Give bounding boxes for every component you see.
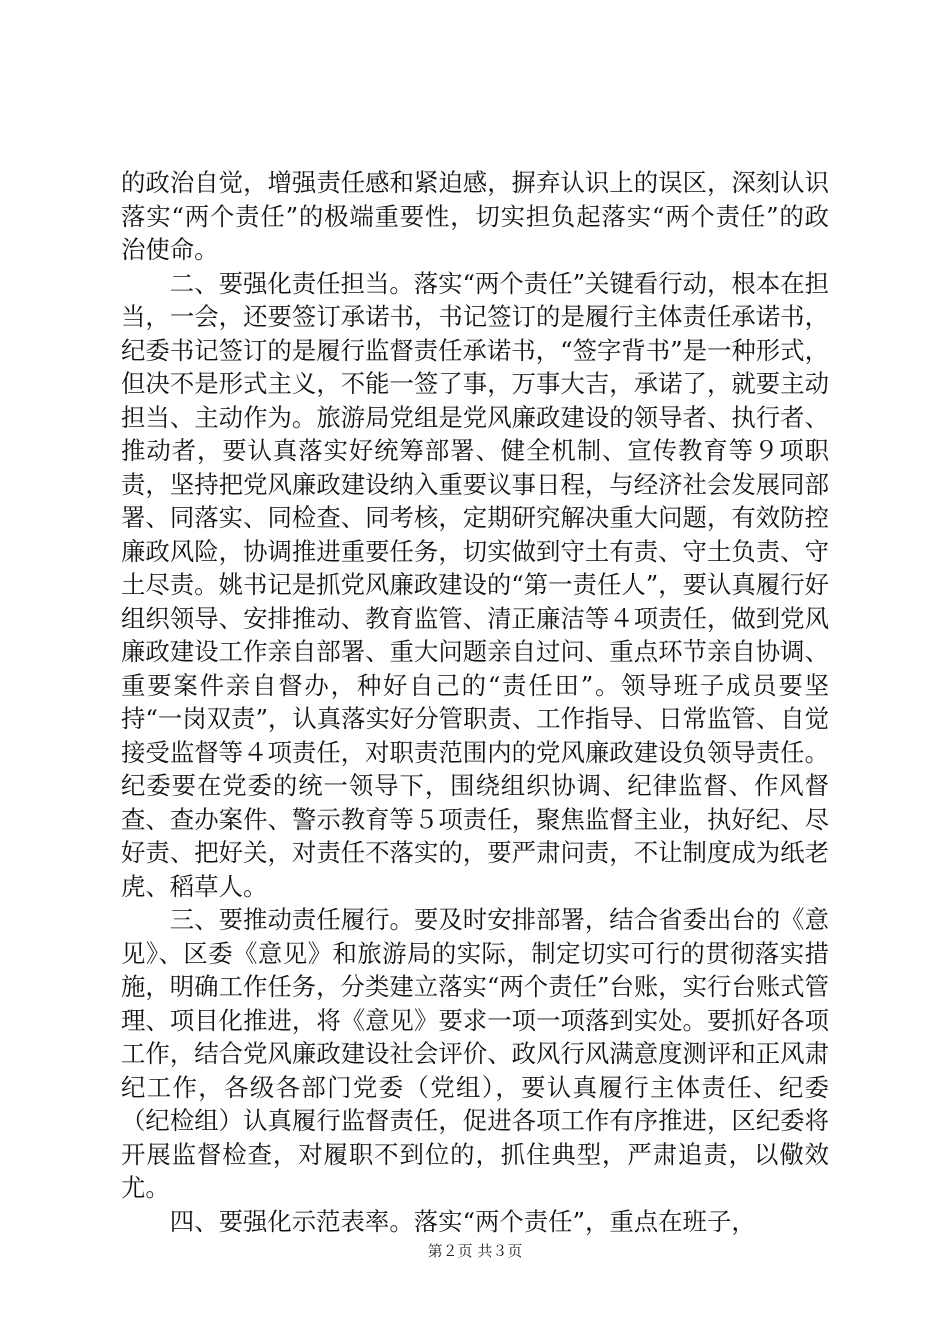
body-text (121, 166, 829, 1238)
paragraph-section-two: 二、要强化责任担当。落实“两个责任”关键看行动，根本在担当，一会，还要签订承诺书，书记签订的是履行主体责任承诺书，纪委书记签订的是履行监督责任承诺书，“签字背书”是一种形式，但决不是形式主义，不能一签了事，万事大吉，承诺了，就要主动担当、主动作为。旅游局党组是党风廉政建设的领导者、执行者、推动者，要认真落实好统筹部署、健全机制、宣传教育等９项职责，坚持把党风廉政建设纳入重要议事日程，与经济社会发展同部署、同落实、同检查、同考核，定期研究解决重大问题，有效防控廉政风险，协调推进重要任务，切实做到守土有责、守土负责、守土尽责。姚书记是抓党风廉政建设的“第一责任人”，要认真履行好组织领导、安排推动、教育监管、清正廉洁等４项责任，做到党风廉政建设工作亲自部署、重大问题亲自过问、重点环节亲自协调、重要案件亲自督办，种好自己的“责任田”。领导班子成员要坚持“一岗双责”，认真落实好分管职责、工作指导、日常监管、自觉接受监督等４项责任，对职责范围内的党风廉政建设负领导责任。纪委要在党委的统一领导下，围绕组织协调、纪律监督、作风督查、查办案件、警示教育等５项责任，聚焦监督主业，执好纪、尽好责、把好关，对责任不落实的，要严肃问责，不让制度成为纸老虎、稻草人。 (121, 268, 829, 901)
paragraph-section-three: 三、要推动责任履行。要及时安排部署，结合省委出台的《意见》、区委《意见》和旅游局的实际，制定切实可行的贯彻落实措施，明确工作任务，分类建立落实“两个责任”台账，实行台账式管理、项目化推进，将《意见》要求一项一项落到实处。要抓好各项工作，结合党风廉政建设社会评价、政风行风满意度测评和正风肃纪工作，各级各部门党委（党组），要认真履行主体责任、纪委（纪检组）认真履行监督责任，促进各项工作有序推进，区纪委将开展监督检查，对履职不到位的，抓住典型，严肃追责，以儆效尤。 (121, 905, 829, 1202)
paragraph-section-four: 四、要强化示范表率。落实“两个责任”，重点在班子， (169, 1206, 756, 1236)
page-number-footer: 第２页 共３页 (427, 1242, 523, 1260)
paragraph-continuation: 的政治自觉，增强责任感和紧迫感，摒弃认识上的误区，深刻认识落实“两个责任”的极端重要性，切实担负起落实“两个责任”的政治使命。 (121, 168, 829, 264)
